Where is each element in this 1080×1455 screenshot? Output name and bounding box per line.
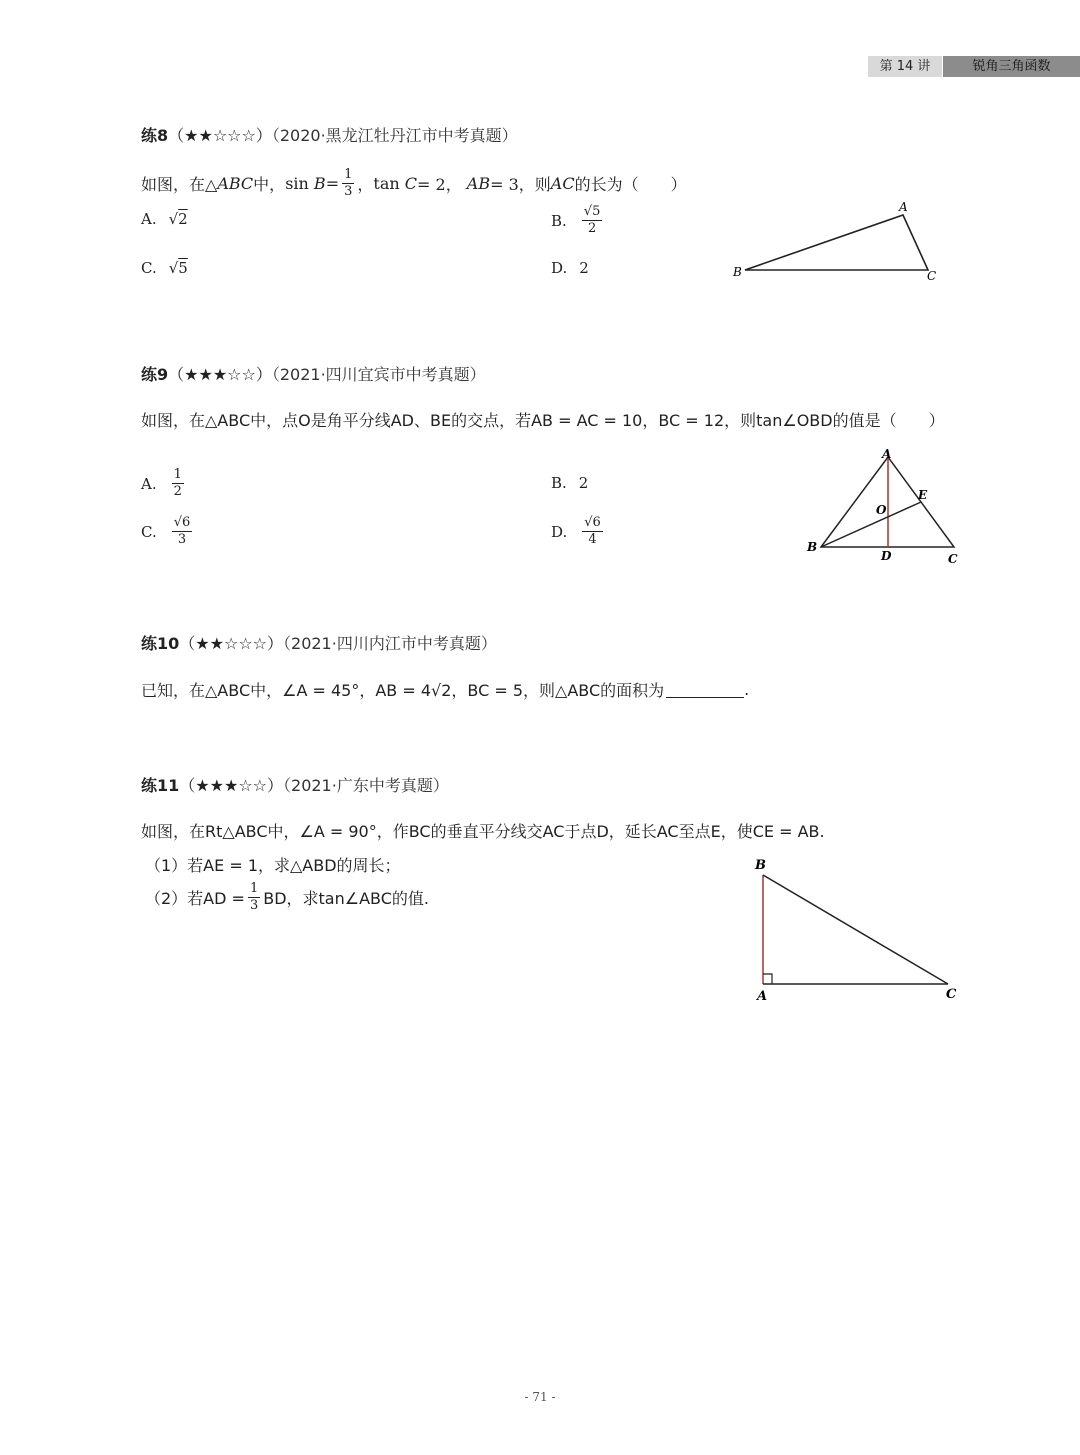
page-header: [868, 56, 1080, 77]
right-angle-mark: [763, 974, 772, 984]
denominator: 3: [344, 184, 353, 199]
option-b: [551, 474, 588, 492]
sqrt-expr: [169, 259, 188, 277]
problem-11-part-2: [145, 882, 429, 913]
numerator: 1: [344, 167, 353, 182]
bisector-be: [821, 502, 921, 547]
numerator: √5: [583, 204, 601, 219]
problem-source: （2021·四川内江市中考真题）: [283, 634, 497, 653]
denominator: 3: [249, 898, 259, 913]
vertex-label-a: A: [882, 447, 892, 461]
vertex-label-c: C: [946, 987, 957, 1002]
option-d: [551, 259, 589, 277]
point-label-d: D: [881, 549, 892, 563]
option-label: A.: [141, 210, 157, 228]
vertex-label-c: C: [927, 269, 937, 283]
page-number: - 71 -: [524, 1390, 556, 1404]
option-label: C.: [141, 522, 157, 541]
problem-11-question: 如图，在Rt△ABC中，∠A = 90°，作BC的垂直平分线交AC于点D，延长AC至点E，使CE = AB.: [141, 822, 825, 841]
option-c: [141, 516, 195, 547]
option-label: B.: [551, 474, 567, 492]
option-c: [141, 259, 188, 277]
vertex-label-b: B: [807, 540, 818, 554]
question-text: 已知，在△ABC中，∠A = 45°，AB = 4√2，BC = 5，则△ABC的面积为: [141, 681, 665, 700]
option-d: [551, 516, 606, 547]
denominator: 4: [588, 532, 597, 547]
option-value: 2: [579, 259, 589, 277]
option-a: [141, 468, 187, 499]
numerator: √6: [173, 515, 191, 530]
problem-9-question: 如图，在△ABC中，点O是角平分线AD、BE的交点，若AB = AC = 10，BC = 12，则tan∠OBD的值是（ ）: [141, 411, 945, 430]
q-text: 的长为（ ）: [574, 175, 687, 194]
option-label: C.: [141, 259, 157, 277]
problem-8-question: [141, 168, 687, 199]
difficulty-stars: （★★☆☆☆）: [179, 634, 284, 653]
lecture-topic: 锐角三角函数: [943, 56, 1080, 77]
triangle-abc: [745, 215, 928, 270]
q-math: = 2，: [417, 175, 462, 194]
problem-11-part-1: （1）若AE = 1，求△ABD的周长；: [145, 856, 401, 875]
side-bc: [763, 875, 948, 984]
option-b: [551, 205, 605, 236]
fraction: [582, 516, 603, 547]
numerator: 1: [249, 881, 259, 896]
question-tail: .: [744, 680, 750, 699]
q-math: C: [404, 174, 418, 193]
option-a: [141, 210, 188, 228]
problem-number: 练11: [141, 776, 180, 795]
fraction: [172, 468, 184, 499]
q-math: tan: [373, 174, 400, 193]
problem-10-question: [141, 678, 749, 701]
lecture-number: 第 14 讲: [868, 56, 942, 77]
triangle-figure-11: [745, 850, 970, 1005]
problem-9-title: [141, 362, 486, 385]
q-text: ，: [357, 175, 374, 194]
vertex-label-a: A: [757, 989, 768, 1004]
option-label: D.: [551, 522, 568, 541]
q-text: 中，: [253, 175, 286, 194]
fraction: [172, 516, 193, 547]
problem-source: （2021·广东中考真题）: [283, 776, 449, 795]
q-math: B: [313, 174, 326, 193]
difficulty-stars: （★★★☆☆）: [179, 776, 284, 795]
problem-source: （2020·黑龙江牡丹江市中考真题）: [271, 126, 518, 145]
q-text: 如图，在△: [141, 175, 218, 194]
sqrt-sign: √: [168, 210, 179, 228]
denominator: 3: [177, 532, 187, 547]
problem-number: 练10: [141, 634, 180, 653]
difficulty-stars: （★★☆☆☆）: [168, 126, 272, 145]
sqrt-expr: [169, 210, 188, 228]
option-label: A.: [141, 474, 157, 493]
problem-10-title: [141, 631, 497, 654]
radicand: 5: [178, 259, 188, 277]
triangle-figure-9: [800, 445, 970, 570]
triangle-figure-8: [725, 198, 945, 288]
q-math: AC: [550, 174, 575, 193]
point-label-e: E: [918, 488, 928, 502]
problem-source: （2021·四川宜宾市中考真题）: [271, 365, 486, 384]
q-math: AB: [466, 174, 491, 193]
vertex-label-a: A: [899, 200, 908, 214]
denominator: 2: [587, 221, 597, 236]
difficulty-stars: （★★★☆☆）: [168, 365, 272, 384]
q-math: = 3，则: [490, 175, 551, 194]
vertex-label-b: B: [733, 265, 742, 279]
fraction: [342, 168, 354, 199]
q-math: =: [325, 174, 340, 193]
q-math: sin: [285, 174, 309, 193]
problem-number: 练8: [141, 126, 169, 145]
fraction: [582, 205, 603, 236]
radicand: 2: [178, 210, 188, 228]
problem-8-title: [141, 123, 518, 146]
numerator: √6: [584, 515, 601, 530]
problem-11-title: [141, 773, 449, 796]
vertex-label-c: C: [948, 552, 958, 566]
point-label-o: O: [876, 503, 887, 517]
option-label: B.: [551, 211, 567, 230]
denominator: 2: [173, 484, 182, 499]
q-math: ABC: [217, 174, 254, 193]
numerator: 1: [173, 467, 182, 482]
option-label: D.: [551, 259, 568, 277]
option-value: 2: [578, 474, 589, 492]
problem-number: 练9: [141, 365, 169, 384]
part-text: （2）若AD =: [145, 889, 245, 908]
answer-blank[interactable]: [666, 681, 744, 698]
fraction: [248, 882, 260, 913]
vertex-label-b: B: [755, 858, 766, 873]
sqrt-sign: √: [168, 259, 179, 277]
part-text: BD，求tan∠ABC的值.: [263, 889, 429, 908]
